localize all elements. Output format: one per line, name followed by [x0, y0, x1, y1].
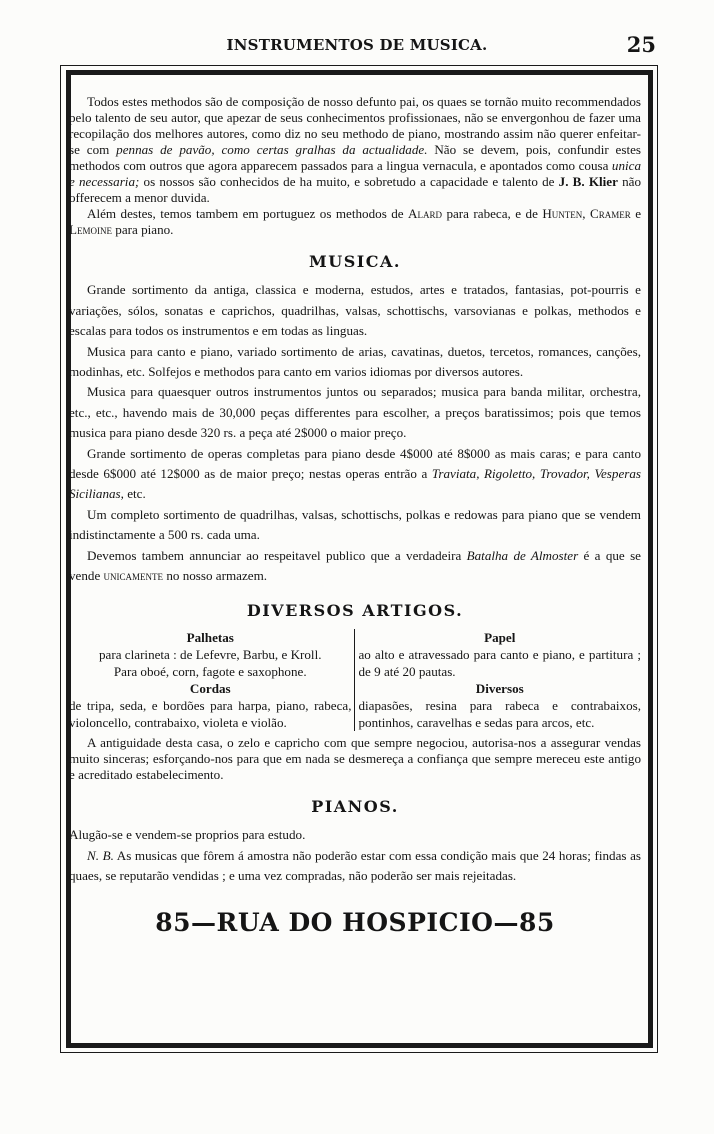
diversos-text: diapasões, resina para rabeca e contrabaixos, pontinhos, caravelhas e sedas para arcos, etc. — [358, 697, 641, 730]
cordas-text: de tripa, seda, e bordões para harpa, piano, rabeca, violoncello, contrabaixo, violeta e violão. — [69, 697, 352, 730]
diversos-columns — [69, 629, 641, 731]
diversos-right-column — [355, 629, 642, 731]
pianos-line: Alugão-se e vendem-se proprios para estudo. — [69, 827, 306, 843]
papel-text: ao alto e atravessado para canto e piano, e partitura ; de 9 até 20 pautas. — [358, 646, 641, 679]
musica-heading: MUSICA. — [309, 252, 401, 271]
intro-paragraph-portuguese: Além destes, temos tambem em portuguez os methodos de Alard para rabeca, e de Hunten, Cramer e Lemoine para piano. — [69, 206, 641, 237]
diversos-heading: DIVERSOS ARTIGOS. — [246, 600, 464, 620]
musica-paragraph-quadrilhas: Um completo sortimento de quadrilhas, valsas, schottischs, polkas e redowas para piano que se vendem indistinctamente a 500 rs. cada uma. — [69, 506, 641, 543]
palhetas-line-1: para clarineta : de Lefevre, Barbu, e Kroll. — [99, 646, 322, 662]
musica-paragraph-1: Grande sortimento da antiga, classica e moderna, estudos, artes e tratados, fantasias, pot-pourris e variações, sólos, sonatas e caprichos, quadrilhas, valsas, schottischs, varsovianas e polkas, methodos e escalas para todos os instrumentos e em todas as linguas. — [69, 282, 641, 339]
diversos-closing-paragraph: A antiguidade desta casa, o zelo e capricho com que sempre negociou, autorisa-nos a assegurar vendas muito sinceras; esforçando-nos para que em nada se desmereça a confiança que sempre mereceu este antigo e acreditado estabelecimento. — [69, 734, 641, 782]
running-title: INSTRUMENTOS DE MUSICA. — [226, 36, 488, 54]
advertisement-body — [69, 94, 642, 937]
street-address: 85—RUA DO HOSPICIO—85 — [155, 907, 555, 937]
nota-bene-paragraph: N. B. As musicas que fôrem á amostra não poderão estar com essa condição mais que 24 horas; findas as quaes, se reputarão vendidas ; e uma vez compradas, não poderão ser mais rejeitadas. — [69, 847, 641, 884]
musica-paragraph-batalha: Devemos tambem annunciar ao respeitavel publico que a verdadeira Batalha de Almoster é a que se vende unicamente no nosso armazem. — [69, 547, 641, 584]
pianos-heading: PIANOS. — [311, 796, 399, 816]
musica-paragraph-operas: Grande sortimento de operas completas para piano desde 4$000 até 8$000 as mais caras; e para canto desde 6$000 até 12$000 as de maior preço; nestas operas entrão a Traviata, Rigoletto, Trovador, Vesperas Sicilianas, etc. — [69, 445, 642, 502]
intro-paragraph-methods: Todos estes methodos são de composição de nosso defunto pai, os quaes se tornão muito recommendados pelo talento de seu autor, que apezar de seus conhecimentos profissionaes, não se envergonhou de fazer uma recopilação dos melhores autores, como diz no seu methodo de piano, mostrando assim não querer enfeitar-se com pennas de pavão, como certas gralhas da actualidade. Não se devem, pois, confundir estes methodos com outros que agora apparecem passados para a lingua vernacula, e apontados como cousa unica e necessaria; os nossos são conhecidos de ha muito, e sobretudo a capacidade e talento de J. B. Klier não offerecem a menor duvida. — [69, 94, 641, 205]
diversos-subheading: Diversos — [475, 680, 524, 696]
palhetas-line-2: Para oboé, corn, fagote e saxophone. — [113, 663, 307, 679]
musica-paragraph-3: Musica para quaesquer outros instrumentos juntos ou separados; musica para banda militar, orchestra, etc., etc., havendo mais de 30,000 peças differentes para escolher, a preços baratissimos; pois que temos musica para piano desde 320 rs. a peça até 2$000 o maior preço. — [69, 384, 641, 441]
papel-heading: Papel — [484, 629, 516, 645]
diversos-left-column — [69, 629, 355, 731]
cordas-heading: Cordas — [189, 680, 231, 696]
page-number: 25 — [626, 32, 656, 57]
musica-paragraph-2: Musica para canto e piano, variado sortimento de arias, cavatinas, duetos, tercetos, romances, canções, modinhas, etc. Solfejos e methodos para canto em varios idiomas por diversos autores. — [69, 343, 641, 380]
palhetas-heading: Palhetas — [186, 629, 234, 645]
page-header — [0, 30, 714, 60]
